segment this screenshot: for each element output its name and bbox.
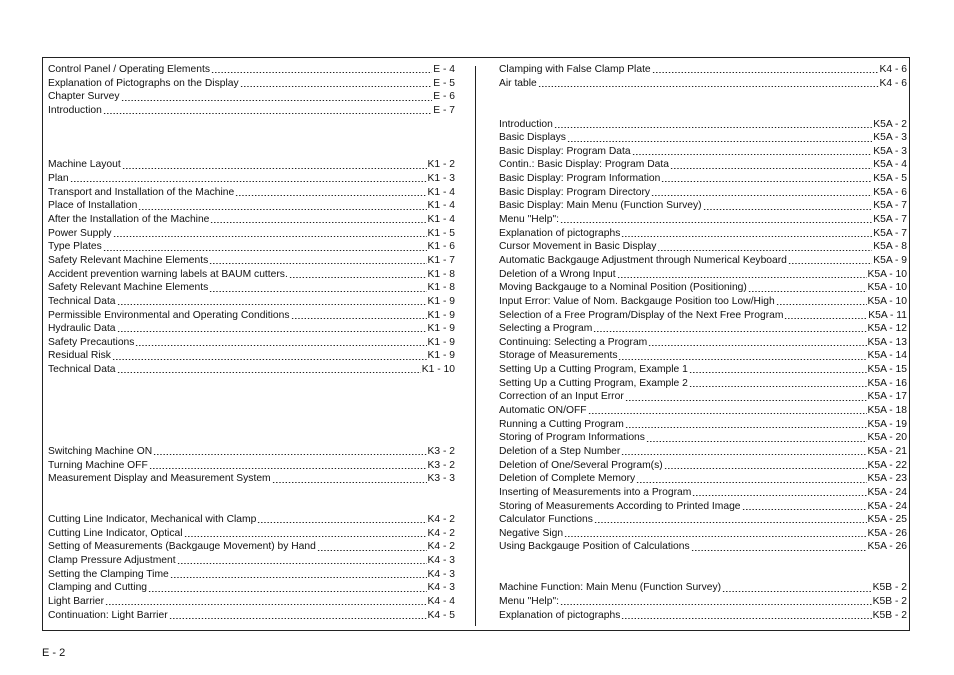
toc-entry-page: K5A - 10: [867, 282, 907, 294]
toc-entry-title: Measurement Display and Measurement System: [48, 473, 271, 485]
toc-entry-title: Switching Machine ON: [48, 445, 153, 457]
toc-entry-page: K5A - 21: [867, 445, 907, 457]
dot-leader: [240, 79, 433, 88]
dot-leader: [209, 284, 426, 293]
toc-entry-title: Explanation of pictographs: [499, 227, 621, 239]
toc-entry[interactable]: [48, 268, 455, 282]
toc-entry-title: Negative Sign: [499, 527, 564, 539]
toc-entry-title: Basic Display: Main Menu (Function Survey): [499, 200, 702, 212]
toc-entry-title: Using Backgauge Position of Calculations: [499, 541, 690, 553]
toc-entry-page: E - 7: [433, 104, 455, 116]
toc-entry-page: K5A - 16: [867, 377, 907, 389]
toc-entry-page: K1 - 4: [427, 214, 455, 226]
toc-entry-title: Machine Function: Main Menu (Function Survey): [499, 582, 722, 594]
toc-entry[interactable]: [499, 336, 907, 350]
toc-entry-page: K5A - 3: [873, 132, 907, 144]
dot-leader: [291, 311, 427, 320]
toc-entry[interactable]: [499, 431, 907, 445]
toc-entry-page: K4 - 3: [427, 555, 455, 567]
toc-entry-title: Place of Installation: [48, 200, 138, 212]
dot-leader: [103, 106, 432, 115]
toc-entry-page: K5A - 22: [867, 459, 907, 471]
toc-entry-title: Setting Up a Cutting Program, Example 2: [499, 377, 688, 389]
toc-entry[interactable]: [48, 213, 455, 227]
toc-entry[interactable]: [48, 595, 455, 609]
toc-entry[interactable]: [48, 63, 455, 77]
toc-entry-title: Automatic Backgauge Adjustment through Numerical Keyboard: [499, 254, 787, 266]
section-spacer: [48, 418, 455, 432]
dot-leader: [748, 284, 867, 293]
column-divider: [475, 66, 476, 626]
toc-entry-title: Residual Risk: [48, 350, 111, 362]
toc-entry[interactable]: [48, 445, 455, 459]
toc-entry-page: K1 - 9: [427, 309, 455, 321]
toc-entry[interactable]: [48, 459, 455, 473]
toc-entry-page: K5A - 6: [873, 186, 907, 198]
toc-entry-title: Inserting of Measurements into a Program: [499, 486, 692, 498]
toc-entry-title: Explanation of Pictographs on the Display: [48, 77, 239, 89]
toc-entry-title: Clamping with False Clamp Plate: [499, 64, 651, 75]
section-spacer: [499, 104, 907, 118]
toc-entry-title: Automatic ON/OFF: [499, 405, 587, 417]
toc-entry-page: K5A - 3: [873, 145, 907, 157]
toc-entry[interactable]: [499, 513, 907, 527]
toc-entry-title: Machine Layout: [48, 159, 121, 171]
toc-entry-page: K5A - 24: [867, 500, 907, 512]
toc-entry-page: K5A - 7: [873, 214, 907, 226]
toc-entry-page: K5A - 13: [867, 336, 907, 348]
toc-entry[interactable]: [48, 349, 455, 363]
toc-entry[interactable]: [499, 390, 907, 404]
dot-leader: [117, 297, 427, 306]
toc-entry[interactable]: [48, 227, 455, 241]
dot-leader: [664, 461, 867, 470]
toc-entry-title: Storing of Measurements According to Printed Image: [499, 500, 741, 512]
toc-entry-page: K5A - 4: [873, 159, 907, 171]
toc-entry[interactable]: [499, 445, 907, 459]
toc-entry-page: K3 - 2: [427, 445, 455, 457]
section-spacer: [48, 131, 455, 145]
section-spacer: [48, 390, 455, 404]
dot-leader: [117, 365, 421, 374]
toc-entry-page: K5A - 24: [867, 486, 907, 498]
toc-entry[interactable]: [499, 186, 907, 200]
dot-leader: [105, 597, 426, 606]
dot-leader: [135, 338, 426, 347]
dot-leader: [689, 365, 867, 374]
toc-entry-page: K5A - 10: [867, 268, 907, 280]
toc-entry-title: Turning Machine OFF: [48, 459, 148, 471]
page-number: E - 2: [42, 647, 66, 659]
dot-leader: [170, 570, 427, 579]
toc-entry-title: Basic Display: Program Data: [499, 145, 631, 157]
dot-leader: [692, 488, 866, 497]
dot-leader: [593, 324, 866, 333]
dot-leader: [148, 584, 426, 593]
dot-leader: [122, 161, 427, 170]
dot-leader: [560, 215, 872, 224]
dot-leader: [788, 256, 872, 265]
toc-entry[interactable]: [499, 199, 907, 213]
toc-entry-title: Clamp Pressure Adjustment: [48, 555, 176, 567]
toc-entry[interactable]: [48, 104, 455, 118]
dot-leader: [618, 352, 866, 361]
toc-entry-title: Plan: [48, 173, 69, 185]
toc-entry-page: K1 - 9: [427, 350, 455, 362]
toc-section: [499, 63, 907, 90]
dot-leader: [632, 147, 873, 156]
toc-entry-page: K5A - 17: [867, 391, 907, 403]
toc-entry-title: Setting of Measurements (Backgauge Movement) by Hand: [48, 541, 316, 553]
toc-entry[interactable]: [499, 118, 907, 132]
toc-entry-title: Setting Up a Cutting Program, Example 1: [499, 364, 688, 376]
section-spacer: [48, 500, 455, 514]
toc-entry[interactable]: [499, 63, 907, 77]
toc-entry-page: K1 - 4: [427, 200, 455, 212]
toc-entry[interactable]: [48, 513, 455, 527]
toc-entry[interactable]: [48, 90, 455, 104]
dot-leader: [210, 215, 426, 224]
toc-entry-title: Selection of a Free Program/Display of the Next Free Program: [499, 309, 784, 321]
dot-leader: [621, 447, 866, 456]
dot-leader: [651, 188, 872, 197]
toc-entry-page: K5A - 5: [873, 173, 907, 185]
toc-entry[interactable]: [499, 486, 907, 500]
toc-entry-page: K5A - 20: [867, 432, 907, 444]
toc-entry[interactable]: [48, 568, 455, 582]
toc-entry-title: Explanation of pictographs: [499, 609, 621, 621]
toc-entry-title: Accident prevention warning labels at BAUM cutters.: [48, 268, 288, 280]
dot-leader: [657, 243, 872, 252]
dot-leader: [567, 134, 872, 143]
section-spacer: [48, 377, 455, 391]
toc-entry-title: Continuing: Selecting a Program: [499, 336, 648, 348]
toc-entry[interactable]: [499, 268, 907, 282]
dot-leader: [784, 311, 867, 320]
dot-leader: [538, 79, 879, 88]
dot-leader: [554, 120, 872, 129]
dot-leader: [588, 406, 867, 415]
dot-leader: [691, 543, 867, 552]
toc-entry[interactable]: [499, 295, 907, 309]
toc-entry[interactable]: [499, 158, 907, 172]
dot-leader: [177, 556, 427, 565]
toc-entry-page: K1 - 4: [427, 186, 455, 198]
dot-leader: [117, 324, 427, 333]
toc-entry-title: Selecting a Program: [499, 323, 593, 335]
dot-leader: [121, 93, 433, 102]
toc-entry-page: K4 - 6: [879, 64, 907, 75]
toc-entry-title: Permissible Environmental and Operating Conditions: [48, 309, 290, 321]
section-spacer: [48, 404, 455, 418]
toc-entry-title: Correction of an Input Error: [499, 391, 624, 403]
toc-entry[interactable]: [499, 77, 907, 91]
toc-entry-page: K5A - 9: [873, 254, 907, 266]
toc-entry-page: K3 - 3: [427, 473, 455, 485]
toc-entry-page: K5A - 15: [867, 364, 907, 376]
toc-entry-title: Safety Relevant Machine Elements: [48, 254, 209, 266]
toc-entry[interactable]: [499, 377, 907, 391]
section-spacer: [499, 554, 907, 568]
toc-entry-title: Power Supply: [48, 227, 112, 239]
toc-entry[interactable]: [499, 227, 907, 241]
toc-entry-title: Technical Data: [48, 295, 116, 307]
toc-entry[interactable]: [499, 349, 907, 363]
dot-leader: [776, 297, 867, 306]
toc-entry-title: Hydraulic Data: [48, 323, 116, 335]
toc-entry[interactable]: [499, 459, 907, 473]
toc-entry-page: K5A - 2: [873, 118, 907, 130]
toc-entry-page: K1 - 5: [427, 227, 455, 239]
toc-entry[interactable]: [499, 322, 907, 336]
toc-entry-page: K1 - 9: [427, 295, 455, 307]
section-spacer: [499, 568, 907, 582]
toc-entry-title: Introduction: [48, 104, 102, 116]
toc-entry[interactable]: [499, 609, 907, 623]
dot-leader: [272, 475, 427, 484]
dot-leader: [211, 65, 432, 74]
dot-leader: [661, 174, 872, 183]
toc-entry-page: K5A - 23: [867, 473, 907, 485]
toc-section: [48, 445, 455, 486]
toc-entry-title: Control Panel / Operating Elements: [48, 64, 210, 75]
toc-entry-title: Chapter Survey: [48, 91, 120, 103]
section-spacer: [48, 145, 455, 159]
toc-entry-page: K5A - 11: [868, 309, 907, 321]
toc-entry-title: Contin.: Basic Display: Program Data: [499, 159, 669, 171]
toc-entry-title: Running a Cutting Program: [499, 418, 624, 430]
toc-entry-title: Moving Backgauge to a Nominal Position (Positioning): [499, 282, 747, 294]
toc-entry-title: Deletion of a Wrong Input: [499, 268, 616, 280]
toc-entry-page: K4 - 2: [427, 514, 455, 526]
dot-leader: [113, 229, 427, 238]
toc-entry-page: K5A - 10: [867, 295, 907, 307]
toc-entry-page: K5B - 2: [872, 609, 907, 621]
section-spacer: [48, 486, 455, 500]
toc-entry-page: K1 - 2: [427, 159, 455, 171]
toc-entry[interactable]: [499, 254, 907, 268]
dot-leader: [621, 611, 871, 620]
toc-entry[interactable]: [499, 363, 907, 377]
toc-entry-page: K4 - 3: [427, 568, 455, 580]
toc-entry-title: Deletion of a Step Number: [499, 445, 621, 457]
toc-entry-title: Menu "Help":: [499, 595, 559, 607]
toc-section: [48, 513, 455, 622]
toc-entry-page: K1 - 8: [427, 268, 455, 280]
toc-entry[interactable]: [499, 527, 907, 541]
dot-leader: [289, 270, 427, 279]
toc-entry[interactable]: [499, 595, 907, 609]
dot-leader: [625, 420, 867, 429]
dot-leader: [70, 174, 427, 183]
toc-entry[interactable]: [48, 554, 455, 568]
toc-entry-title: Menu "Help":: [499, 214, 559, 226]
section-spacer: [499, 90, 907, 104]
dot-leader: [564, 529, 866, 538]
toc-entry-title: Introduction: [499, 118, 553, 130]
toc-entry-title: Storing of Program Informations: [499, 432, 645, 444]
toc-entry[interactable]: [499, 145, 907, 159]
toc-entry[interactable]: [48, 254, 455, 268]
dot-leader: [621, 229, 872, 238]
toc-entry-title: Technical Data: [48, 364, 116, 376]
dot-leader: [670, 161, 872, 170]
toc-entry-title: Continuation: Light Barrier: [48, 609, 168, 621]
toc-entry[interactable]: [499, 131, 907, 145]
dot-leader: [169, 611, 427, 620]
dot-leader: [184, 529, 427, 538]
toc-entry-title: Storage of Measurements: [499, 350, 618, 362]
toc-entry[interactable]: [48, 336, 455, 350]
toc-entry-title: Deletion of One/Several Program(s): [499, 459, 663, 471]
toc-entry-page: K5A - 25: [867, 514, 907, 526]
dot-leader: [257, 515, 426, 524]
toc-entry-title: Basic Displays: [499, 132, 566, 144]
toc-entry-title: Deletion of Complete Memory: [499, 473, 636, 485]
toc-entry[interactable]: [48, 540, 455, 554]
toc-entry-page: K5B - 2: [872, 595, 907, 607]
toc-entry-page: K1 - 9: [427, 323, 455, 335]
toc-entry-title: Setting the Clamping Time: [48, 568, 169, 580]
toc-entry[interactable]: [48, 295, 455, 309]
toc-entry-title: Safety Precautions: [48, 336, 135, 348]
toc-right-column: [499, 63, 907, 622]
toc-entry[interactable]: [48, 240, 455, 254]
toc-entry[interactable]: [499, 540, 907, 554]
toc-entry[interactable]: [48, 309, 455, 323]
toc-entry-title: Basic Display: Program Directory: [499, 186, 651, 198]
toc-entry-title: Input Error: Value of Nom. Backgauge Position too Low/High: [499, 295, 775, 307]
toc-entry[interactable]: [48, 281, 455, 295]
toc-entry-page: E - 6: [433, 91, 455, 103]
dot-leader: [617, 270, 867, 279]
toc-entry[interactable]: [48, 199, 455, 213]
toc-entry-page: K5A - 26: [867, 527, 907, 539]
toc-entry-page: E - 5: [433, 77, 455, 89]
toc-entry-page: K4 - 2: [427, 527, 455, 539]
toc-entry-title: Light Barrier: [48, 595, 105, 607]
toc-entry[interactable]: [499, 309, 907, 323]
toc-entry-page: K1 - 6: [427, 241, 455, 253]
dot-leader: [625, 393, 867, 402]
toc-entry[interactable]: [48, 527, 455, 541]
toc-entry[interactable]: [499, 418, 907, 432]
toc-entry-page: K5A - 7: [873, 227, 907, 239]
toc-entry[interactable]: [499, 281, 907, 295]
toc-entry[interactable]: [499, 581, 907, 595]
toc-entry-title: Basic Display: Program Information: [499, 173, 661, 185]
toc-entry[interactable]: [499, 172, 907, 186]
toc-entry-page: K1 - 10: [421, 364, 455, 376]
toc-entry[interactable]: [499, 240, 907, 254]
toc-entry-title: Air table: [499, 77, 537, 89]
dot-leader: [646, 434, 867, 443]
toc-entry-page: E - 4: [433, 64, 455, 75]
dot-leader: [742, 502, 867, 511]
toc-entry-page: K5A - 8: [873, 241, 907, 253]
toc-section: [499, 118, 907, 555]
toc-entry-page: K1 - 3: [427, 173, 455, 185]
dot-leader: [138, 202, 426, 211]
toc-entry[interactable]: [48, 172, 455, 186]
toc-entry[interactable]: [499, 404, 907, 418]
dot-leader: [317, 543, 427, 552]
toc-entry-page: K1 - 8: [427, 282, 455, 294]
toc-entry-page: K1 - 7: [427, 254, 455, 266]
toc-entry-title: Cutting Line Indicator, Optical: [48, 527, 183, 539]
dot-leader: [636, 475, 866, 484]
toc-entry[interactable]: [499, 500, 907, 514]
dot-leader: [594, 515, 867, 524]
dot-leader: [648, 338, 866, 347]
toc-entry-title: Calculator Functions: [499, 514, 593, 526]
toc-entry-page: K5A - 12: [867, 323, 907, 335]
dot-leader: [149, 461, 427, 470]
toc-entry-title: Safety Relevant Machine Elements: [48, 282, 209, 294]
toc-section: [499, 581, 907, 622]
toc-entry-page: K5A - 7: [873, 200, 907, 212]
toc-entry-page: K4 - 5: [427, 609, 455, 621]
dot-leader: [103, 243, 427, 252]
toc-entry[interactable]: [48, 581, 455, 595]
dot-leader: [209, 256, 426, 265]
dot-leader: [112, 352, 427, 361]
toc-entry-title: Clamping and Cutting: [48, 582, 148, 594]
dot-leader: [652, 65, 879, 74]
dot-leader: [153, 447, 426, 456]
toc-entry-page: K1 - 9: [427, 336, 455, 348]
toc-entry[interactable]: [48, 77, 455, 91]
toc-entry-title: Cutting Line Indicator, Mechanical with Clamp: [48, 514, 257, 526]
toc-entry[interactable]: [48, 472, 455, 486]
dot-leader: [235, 188, 426, 197]
toc-entry-page: K5A - 14: [867, 350, 907, 362]
toc-left-column: [48, 63, 455, 622]
toc-section: [48, 63, 455, 118]
toc-entry-title: Cursor Movement in Basic Display: [499, 241, 657, 253]
toc-entry[interactable]: [499, 213, 907, 227]
toc-entry[interactable]: [48, 609, 455, 623]
toc-entry-page: K4 - 4: [427, 595, 455, 607]
toc-entry[interactable]: [48, 363, 455, 377]
toc-entry-page: K5A - 19: [867, 418, 907, 430]
toc-entry-title: Transport and Installation of the Machine: [48, 186, 235, 198]
dot-leader: [703, 202, 873, 211]
toc-entry-page: K4 - 2: [427, 541, 455, 553]
section-spacer: [48, 431, 455, 445]
toc-entry[interactable]: [48, 158, 455, 172]
toc-entry[interactable]: [499, 472, 907, 486]
dot-leader: [722, 584, 872, 593]
dot-leader: [689, 379, 867, 388]
toc-entry-page: K5A - 18: [867, 405, 907, 417]
toc-entry-page: K5B - 2: [872, 582, 907, 594]
toc-entry-page: K3 - 2: [427, 459, 455, 471]
toc-entry-page: K4 - 6: [879, 77, 907, 89]
toc-section: [48, 158, 455, 376]
dot-leader: [560, 597, 872, 606]
toc-entry-title: After the Installation of the Machine: [48, 214, 210, 226]
toc-entry-page: K5A - 26: [867, 541, 907, 553]
toc-entry[interactable]: [48, 322, 455, 336]
toc-entry-title: Type Plates: [48, 241, 102, 253]
toc-entry[interactable]: [48, 186, 455, 200]
section-spacer: [48, 118, 455, 132]
toc-entry-page: K4 - 3: [427, 582, 455, 594]
